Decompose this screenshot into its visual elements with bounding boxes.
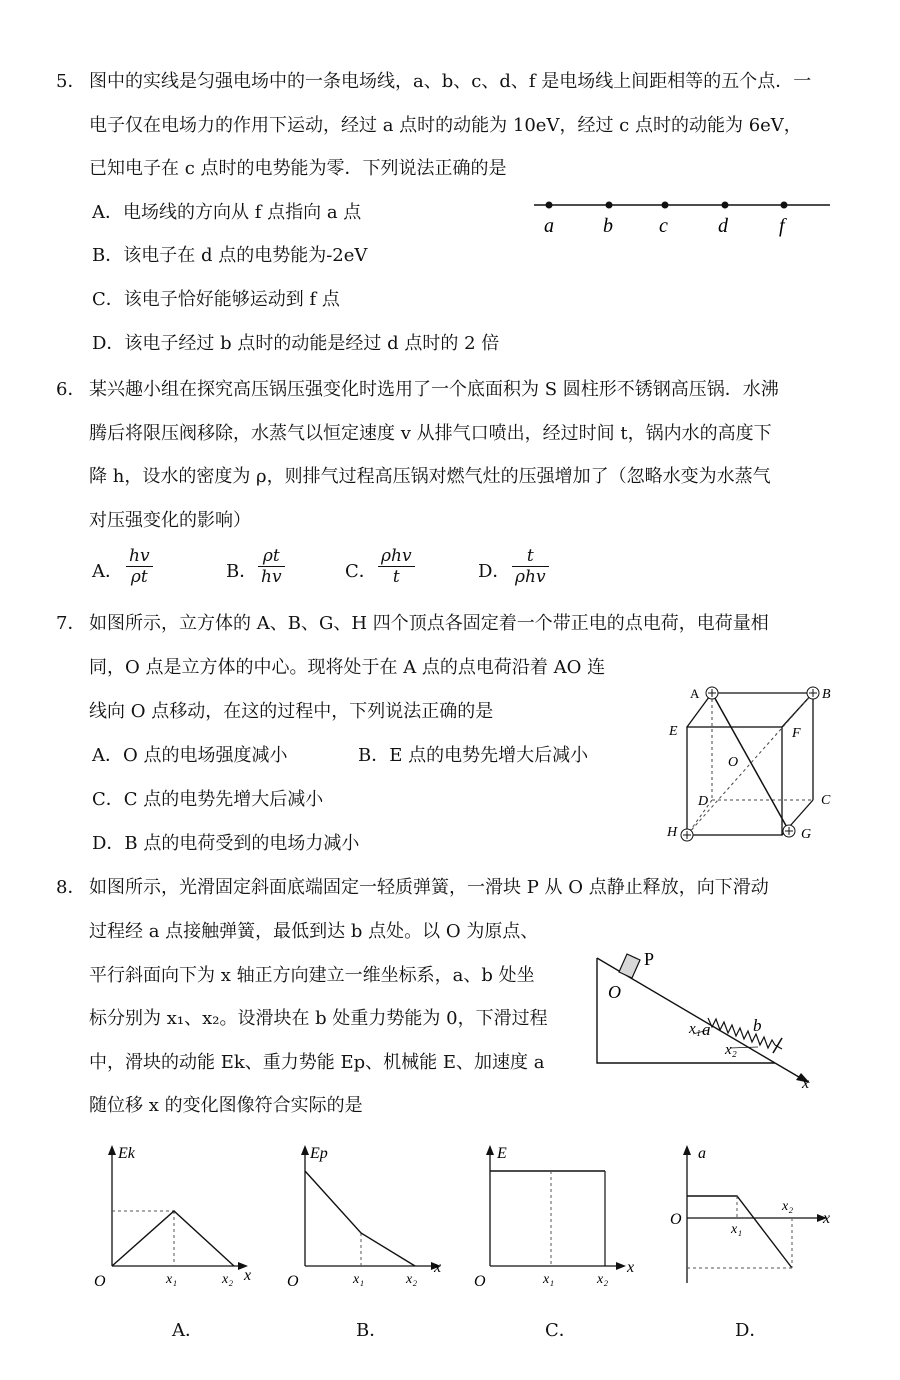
graph-b-caption[interactable]: B． — [356, 1320, 388, 1341]
q5-option-c[interactable]: C．该电子恰好能够运动到 f 点 — [92, 289, 340, 310]
q6-option-b-fraction[interactable] — [258, 546, 285, 587]
q6-stem-line2: 腾后将限压阀移除，水蒸气以恒定速度 v 从排气口喷出，经过时间 t，锅内水的高度下 — [89, 423, 772, 444]
graph-d-origin: O — [670, 1211, 682, 1228]
q6-option-a-label[interactable]: A． — [92, 561, 123, 582]
vertex-label-e: E — [669, 724, 678, 739]
q5-number: 5． — [56, 71, 86, 92]
q7-option-c[interactable]: C．C 点的电势先增大后减小 — [92, 789, 324, 810]
point-label-a: a — [544, 215, 554, 237]
q7-option-a[interactable]: A．O 点的电场强度减小 — [92, 745, 288, 766]
graph-b-x1: x₁ — [353, 1272, 365, 1287]
vertex-label-b: B — [822, 687, 831, 702]
fraction-numerator: ρhv — [378, 546, 415, 567]
q6-stem-line1: 某兴趣小组在探究高压锅压强变化时选用了一个底面积为 S 圆柱形不锈钢高压锅．水沸 — [89, 379, 779, 400]
q5-stem-line2: 电子仅在电场力的作用下运动，经过 a 点时的动能为 10eV，经过 c 点时的动能为 6eV， — [89, 115, 802, 136]
fraction-numerator: hv — [126, 546, 153, 567]
origin-label-o: O — [608, 982, 621, 1002]
q7-stem-line1: 如图所示，立方体的 A、B、G、H 四个顶点各固定着一个带正电的点电荷，电荷量相 — [89, 613, 769, 634]
q7-stem-line2: 同，O 点是立方体的中心。现将处于在 A 点的点电荷沿着 AO 连 — [89, 657, 606, 678]
graph-c-x1: x₁ — [543, 1272, 555, 1287]
fraction-numerator: t — [512, 546, 549, 567]
q8-stem-line5: 中，滑块的动能 Ek、重力势能 Ep、机械能 E、加速度 a — [89, 1052, 545, 1073]
graph-b-ylabel: Ep — [310, 1145, 328, 1162]
q8-stem-line1: 如图所示，光滑固定斜面底端固定一轻质弹簧，一滑块 P 从 O 点静止释放，向下滑动 — [89, 877, 769, 898]
fraction-denominator: ρt — [130, 567, 148, 587]
graph-a-ylabel: Ek — [118, 1145, 135, 1162]
graph-c-caption[interactable]: C． — [545, 1320, 577, 1341]
graph-b-xlabel: x — [434, 1259, 442, 1276]
graph-a-xlabel: x — [244, 1267, 252, 1284]
vertex-label-f: F — [792, 726, 801, 741]
graph-c-x2: x₂ — [597, 1272, 609, 1287]
coordinate-label-x2: x₂ — [725, 1042, 737, 1058]
q8-stem-line2: 过程经 a 点接触弹簧，最低到达 b 点处。以 O 为原点、 — [89, 921, 539, 942]
q5-option-b[interactable]: B．该电子在 d 点的电势能为-2eV — [92, 245, 368, 266]
graph-c-xlabel: x — [627, 1259, 635, 1276]
fraction-numerator: ρt — [258, 546, 285, 567]
vertex-label-a: A — [690, 686, 700, 701]
q5-stem-line3: 已知电子在 c 点时的电势能为零．下列说法正确的是 — [89, 158, 507, 179]
graph-d-ylabel: a — [698, 1145, 706, 1162]
point-label-b: b — [603, 215, 613, 237]
graph-c-origin: O — [474, 1273, 486, 1290]
q8-graph-b[interactable] — [285, 1138, 445, 1288]
q6-option-d-label[interactable]: D． — [478, 561, 511, 582]
center-label-o: O — [728, 755, 739, 770]
q7-stem-line3: 线向 O 点移动，在这的过程中，下列说法正确的是 — [89, 701, 494, 722]
graph-a-x2: x₂ — [222, 1272, 234, 1287]
q6-stem-line3: 降 h，设水的密度为 ρ，则排气过程高压锅对燃气灶的压强增加了（忽略水变为水蒸气 — [89, 466, 771, 487]
charge-a-icon — [706, 687, 718, 699]
fraction-denominator: ρhv — [515, 567, 546, 587]
axis-label-x: x — [802, 1075, 810, 1092]
q8-incline-diagram — [590, 950, 840, 1090]
point-label-b: b — [753, 1016, 762, 1035]
vertex-label-c: C — [821, 793, 831, 808]
q7-cube-diagram — [665, 680, 845, 850]
charge-g-icon — [783, 825, 795, 837]
q6-stem-line4: 对压强变化的影响） — [89, 510, 251, 531]
vertex-label-d: D — [698, 794, 709, 809]
point-label-f: f — [779, 215, 785, 237]
q6-option-b-label[interactable]: B． — [226, 561, 258, 582]
block-label-p: P — [644, 949, 655, 969]
fraction-denominator: t — [392, 567, 400, 587]
q8-stem-line6: 随位移 x 的变化图像符合实际的是 — [89, 1095, 363, 1116]
q5-field-line-diagram — [530, 190, 840, 240]
q6-option-c-label[interactable]: C． — [345, 561, 377, 582]
graph-c-ylabel: E — [497, 1145, 507, 1162]
q8-stem-line4: 标分别为 x₁、x₂。设滑块在 b 处重力势能为 0，下滑过程 — [89, 1008, 548, 1029]
charge-b-icon — [807, 687, 819, 699]
q8-graph-a[interactable] — [92, 1138, 252, 1288]
q5-option-a[interactable]: A．电场线的方向从 f 点指向 a 点 — [92, 202, 362, 223]
q6-option-a-fraction[interactable] — [126, 546, 153, 587]
q7-option-b[interactable]: B．E 点的电势先增大后减小 — [358, 745, 589, 766]
graph-a-caption[interactable]: A． — [172, 1320, 203, 1341]
q5-stem-line1: 图中的实线是匀强电场中的一条电场线，a、b、c、d、f 是电场线上间距相等的五个点．一 — [89, 71, 812, 92]
graph-d-x1: x₁ — [731, 1222, 743, 1237]
coordinate-label-x1: x₁ — [689, 1021, 701, 1037]
q8-graph-c[interactable] — [470, 1138, 640, 1288]
graph-b-origin: O — [287, 1273, 299, 1290]
q6-number: 6． — [56, 379, 86, 400]
graph-d-x2: x₂ — [782, 1199, 794, 1214]
graph-a-x1: x₁ — [166, 1272, 178, 1287]
fraction-denominator: hv — [261, 567, 282, 587]
q7-number: 7． — [56, 613, 86, 634]
q5-option-d[interactable]: D．该电子经过 b 点时的动能是经过 d 点时的 2 倍 — [92, 333, 500, 354]
graph-b-x2: x₂ — [406, 1272, 418, 1287]
q6-option-c-fraction[interactable] — [378, 546, 415, 587]
point-label-a: a — [702, 1020, 711, 1039]
graph-d-xlabel: x — [823, 1210, 831, 1227]
graph-a-origin: O — [94, 1273, 106, 1290]
q8-stem-line3: 平行斜面向下为 x 轴正方向建立一维坐标系，a、b 处坐 — [89, 965, 535, 986]
charge-h-icon — [681, 829, 693, 841]
point-label-c: c — [659, 215, 668, 237]
q6-option-d-fraction[interactable] — [512, 546, 549, 587]
graph-d-caption[interactable]: D． — [735, 1320, 768, 1341]
q8-number: 8． — [56, 877, 86, 898]
point-label-d: d — [718, 215, 728, 237]
vertex-label-g: G — [801, 827, 812, 842]
vertex-label-h: H — [667, 825, 678, 840]
q8-graph-d[interactable] — [665, 1138, 835, 1288]
q7-option-d[interactable]: D．B 点的电荷受到的电场力减小 — [92, 833, 360, 854]
